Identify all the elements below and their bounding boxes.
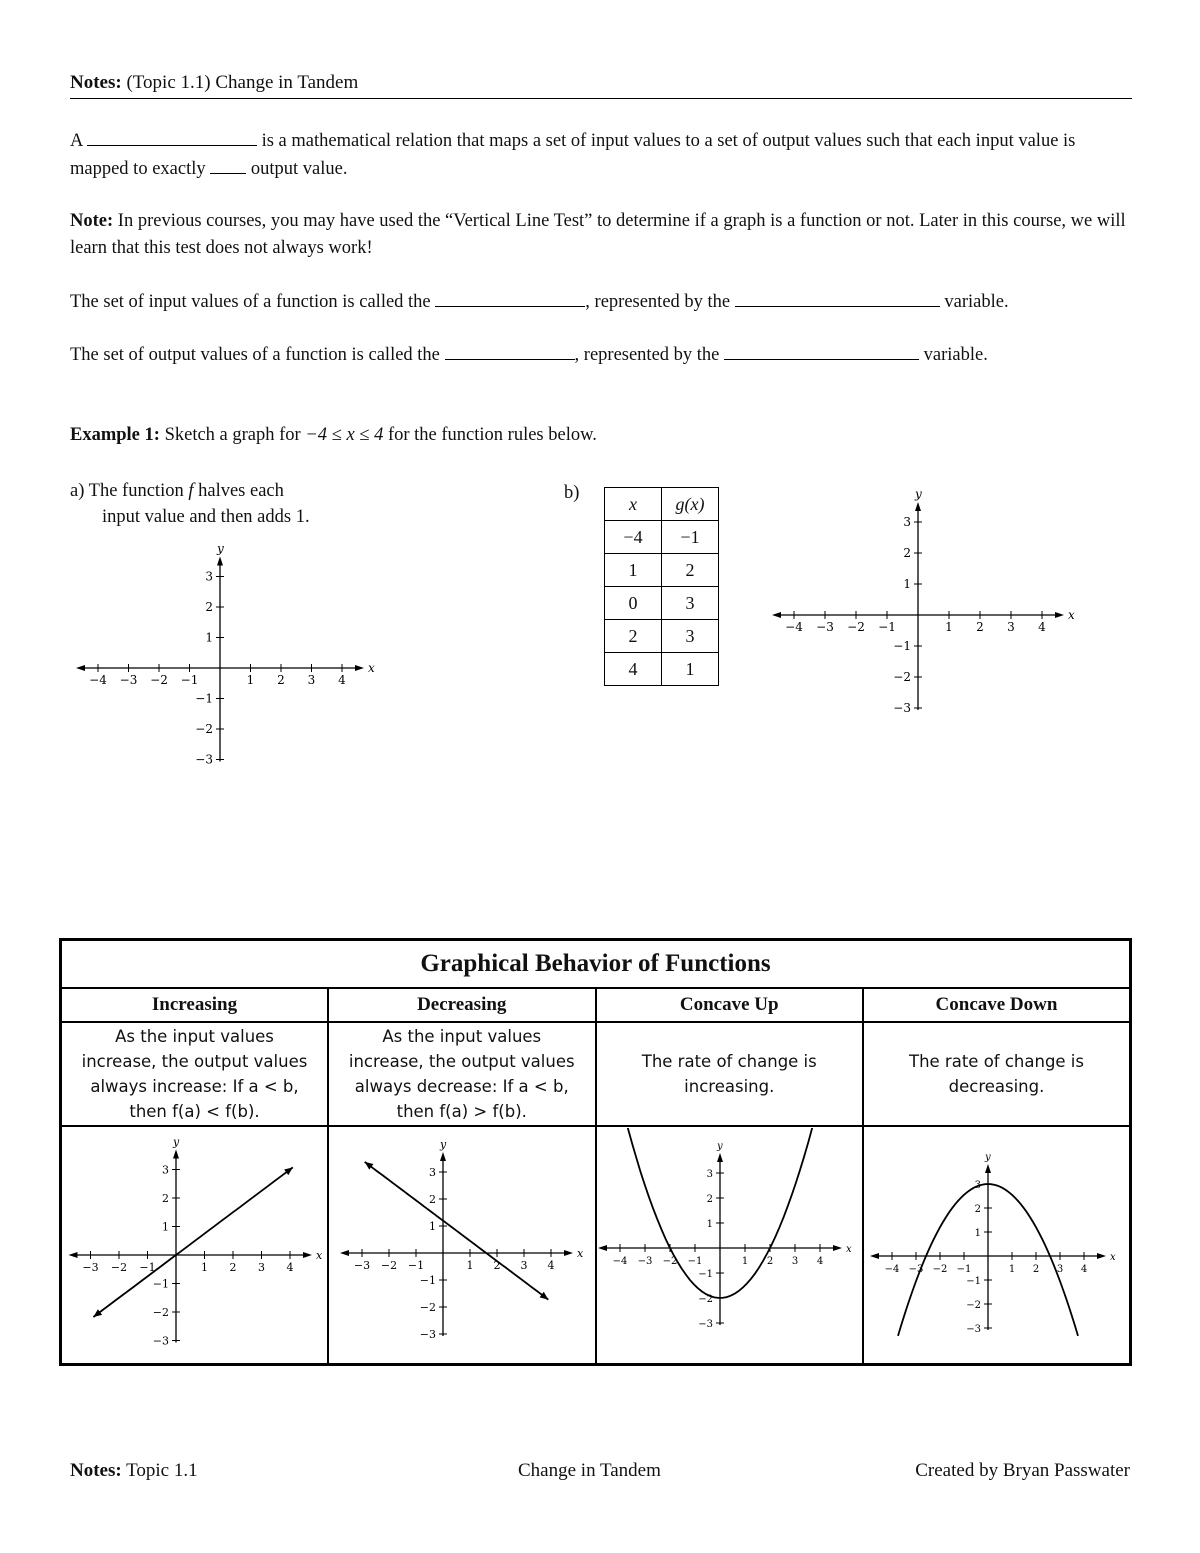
y-tick-label: 3	[161, 1163, 169, 1176]
decreasing-line	[364, 1161, 548, 1299]
y-tick-label: 1	[903, 577, 911, 591]
desc-line: The rate of change is	[909, 1052, 1084, 1071]
y-tick-label: 1	[974, 1227, 981, 1239]
x-tick-label: −1	[138, 1260, 156, 1274]
y-tick-label: −1	[698, 1268, 714, 1280]
y-tick-label: −2	[965, 1299, 981, 1311]
behavior-table-title: Graphical Behavior of Functions	[61, 940, 1131, 989]
footer-right: Created by Bryan Passwater	[915, 1460, 1130, 1481]
page-title: (Topic 1.1) Change in Tandem	[126, 72, 359, 93]
x-tick-label: 2	[1032, 1263, 1039, 1275]
table-row	[605, 554, 719, 587]
x-tick-label: 2	[976, 620, 984, 634]
concave-up-curve	[600, 1128, 845, 1298]
x-axis-label: x	[368, 661, 375, 675]
range-line	[70, 341, 1132, 369]
x-axis-arrow	[355, 665, 364, 671]
part-a-line1: The function	[88, 481, 184, 501]
part-a-label: a)	[70, 481, 85, 501]
x-tick-label: −2	[110, 1260, 127, 1274]
y-tick-label: −3	[698, 1318, 714, 1330]
definition-text-2: is a mathematical relation that maps a set of input values to a set of output values such that each input value is mapped to exactly	[70, 131, 1076, 179]
x-axis-arrow	[598, 1245, 607, 1251]
y-tick-label: −3	[195, 752, 213, 767]
y-tick-label: −2	[195, 722, 213, 736]
y-tick-label: 3	[428, 1165, 436, 1179]
y-tick-label: −3	[893, 701, 911, 714]
y-tick-label: −1	[195, 691, 213, 706]
domain-blank	[435, 288, 585, 307]
desc-line: then f(a) < f(b).	[129, 1102, 260, 1121]
x-tick-label: 4	[1080, 1263, 1087, 1275]
table-cell: 3	[662, 620, 719, 653]
x-tick-label: 4	[817, 1255, 824, 1267]
x-tick-label: 2	[229, 1260, 236, 1274]
range-text-3: variable.	[923, 345, 988, 365]
x-axis-label: x	[315, 1248, 322, 1262]
definition-text-3: output value.	[250, 159, 348, 179]
y-tick-label: −1	[152, 1277, 169, 1290]
y-axis-label: y	[172, 1135, 179, 1148]
output-variable-blank	[724, 341, 919, 360]
desc-concave-up	[596, 1022, 864, 1126]
example-label: Example 1:	[70, 425, 160, 445]
table-row	[605, 620, 719, 653]
y-tick-label: 3	[205, 569, 213, 584]
desc-line: As the input values	[382, 1027, 542, 1046]
x-tick-label: −4	[612, 1255, 628, 1267]
x-tick-label: −1	[687, 1255, 703, 1267]
heading-decreasing: Decreasing	[328, 988, 596, 1022]
y-tick-label: 1	[428, 1219, 436, 1233]
table-header-row	[605, 488, 719, 521]
table-row	[605, 587, 719, 620]
x-tick-label: 1	[466, 1258, 474, 1272]
table-cell: 2	[605, 620, 662, 653]
example-heading	[70, 422, 1132, 449]
note-label: Note:	[70, 211, 114, 231]
x-tick-label: −4	[785, 620, 803, 634]
desc-increasing	[61, 1022, 329, 1126]
y-tick-label: −1	[893, 639, 911, 653]
y-axis-arrow	[440, 1152, 446, 1161]
increasing-graph	[64, 1128, 326, 1358]
y-axis-arrow	[217, 557, 223, 566]
input-variable-blank	[735, 288, 940, 307]
heading-concave-up: Concave Up	[596, 988, 864, 1022]
x-tick-label: −4	[884, 1263, 899, 1275]
desc-line: increase, the output values	[81, 1052, 308, 1071]
concave-down-graph	[866, 1128, 1128, 1358]
y-tick-label: 2	[974, 1203, 981, 1215]
x-tick-label: 2	[277, 673, 285, 687]
example-text-2: for the function rules below.	[387, 425, 597, 445]
x-axis-arrow	[303, 1252, 312, 1258]
y-tick-label: 2	[903, 546, 911, 560]
notes-label: Notes:	[70, 72, 122, 93]
y-axis-label: y	[439, 1137, 446, 1151]
x-tick-label: −2	[662, 1255, 678, 1267]
x-tick-label: −2	[932, 1263, 947, 1275]
x-tick-label: 3	[307, 673, 316, 687]
y-tick-label: 2	[161, 1191, 169, 1205]
y-tick-label: −2	[152, 1305, 169, 1319]
example-b-axes	[770, 484, 1090, 714]
values-table	[604, 487, 719, 686]
graph-cell-concave-up	[596, 1126, 864, 1365]
x-axis-arrow	[564, 1250, 573, 1256]
desc-line: increasing.	[684, 1077, 775, 1096]
table-cell: 1	[662, 653, 719, 686]
desc-line: As the input values	[115, 1027, 274, 1046]
range-text-2: , represented by the	[574, 345, 720, 365]
table-cell: 1	[605, 554, 662, 587]
x-tick-label: 2	[767, 1255, 774, 1267]
x-axis-arrow	[1097, 1253, 1106, 1259]
heading-concave-down: Concave Down	[863, 988, 1131, 1022]
x-tick-label: −2	[380, 1258, 397, 1272]
y-tick-label: −2	[893, 670, 911, 684]
example-a-axes	[70, 535, 390, 770]
x-tick-label: 4	[338, 673, 346, 687]
note-text: In previous courses, you may have used the “Vertical Line Test” to determine if a graph is a function or not. Later in this course, we will learn that this test does not always work!	[70, 211, 1126, 258]
y-axis-label: y	[984, 1151, 991, 1163]
y-tick-label: −3	[965, 1323, 981, 1335]
y-axis-label: y	[915, 487, 922, 501]
part-a-line1b: halves each	[198, 481, 284, 501]
table-header-x: x	[605, 488, 662, 521]
table-cell: 2	[662, 554, 719, 587]
table-cell: −4	[605, 521, 662, 554]
desc-line: always increase: If a < b,	[90, 1077, 299, 1096]
x-tick-label: 1	[246, 673, 255, 687]
graph-cell-increasing	[61, 1126, 329, 1365]
x-tick-label: 3	[792, 1255, 799, 1267]
x-tick-label: −3	[816, 620, 834, 634]
example-inequality: −4 ≤ x ≤ 4	[305, 425, 384, 445]
table-row	[605, 653, 719, 686]
y-axis-arrow	[173, 1149, 179, 1158]
desc-line: always decrease: If a < b,	[354, 1077, 569, 1096]
x-axis-label: x	[846, 1243, 852, 1255]
y-tick-label: −2	[419, 1300, 436, 1314]
x-tick-label: 1	[1008, 1263, 1015, 1275]
table-cell: 0	[605, 587, 662, 620]
x-axis-arrow	[833, 1245, 842, 1251]
table-cell: −1	[662, 521, 719, 554]
increasing-line	[93, 1167, 292, 1317]
page-header	[70, 72, 1132, 99]
x-tick-label: 3	[1056, 1263, 1063, 1275]
part-a-var: f	[188, 481, 194, 501]
footer-left	[70, 1460, 198, 1482]
y-tick-label: 2	[428, 1192, 436, 1206]
x-tick-label: 4	[547, 1258, 555, 1272]
decreasing-graph	[331, 1128, 593, 1358]
concave-up-graph	[598, 1128, 860, 1358]
y-tick-label: 2	[205, 600, 213, 614]
y-axis-label: y	[717, 1140, 723, 1152]
domain-text-3: variable.	[944, 292, 1009, 312]
y-axis-arrow	[915, 502, 921, 511]
x-tick-label: 1	[742, 1255, 749, 1267]
y-tick-label: 3	[903, 515, 911, 529]
table-cell: 3	[662, 587, 719, 620]
desc-line: then f(a) > f(b).	[396, 1102, 527, 1121]
x-tick-label: −1	[180, 673, 199, 687]
desc-line: decreasing.	[948, 1077, 1045, 1096]
x-axis-arrow	[772, 612, 781, 618]
y-tick-label: −1	[419, 1273, 436, 1287]
y-tick-label: −2	[698, 1293, 714, 1305]
domain-text-1: The set of input values of a function is called the	[70, 292, 431, 312]
y-tick-label: −1	[965, 1275, 981, 1287]
y-axis-arrow	[717, 1153, 723, 1162]
desc-concave-down	[863, 1022, 1131, 1126]
part-a-text	[70, 478, 390, 530]
footer-center: Change in Tandem	[518, 1460, 661, 1481]
y-tick-label: 2	[706, 1193, 714, 1205]
table-header-gx: g(x)	[662, 488, 719, 521]
x-axis-arrow	[76, 665, 85, 671]
x-tick-label: −1	[878, 620, 896, 634]
x-tick-label: 3	[257, 1260, 265, 1274]
x-tick-label: −3	[119, 673, 138, 687]
table-row	[605, 521, 719, 554]
part-b-label: b)	[564, 483, 580, 503]
domain-text-2: , represented by the	[585, 292, 731, 312]
exactly-blank	[210, 155, 246, 174]
x-tick-label: 3	[1007, 620, 1015, 634]
x-tick-label: −2	[150, 673, 168, 687]
x-tick-label: −2	[847, 620, 865, 634]
x-tick-label: 1	[200, 1260, 208, 1274]
y-tick-label: −3	[152, 1334, 169, 1347]
heading-increasing: Increasing	[61, 988, 329, 1022]
y-tick-label: 1	[161, 1220, 169, 1233]
x-axis-label: x	[1109, 1251, 1116, 1263]
x-tick-label: −1	[956, 1263, 971, 1275]
x-tick-label: −4	[89, 673, 107, 687]
range-blank	[445, 341, 575, 360]
definition-paragraph	[70, 127, 1132, 183]
x-axis-arrow	[68, 1252, 77, 1258]
y-axis-label: y	[217, 541, 224, 556]
x-axis-arrow	[870, 1253, 879, 1259]
graph-cell-decreasing	[328, 1126, 596, 1365]
x-tick-label: −1	[407, 1258, 424, 1272]
desc-decreasing	[328, 1022, 596, 1126]
y-axis-arrow	[985, 1164, 991, 1173]
behavior-table	[59, 938, 1132, 1366]
part-a-line2: input value and then adds 1.	[102, 507, 310, 527]
definition-text-1: A	[70, 131, 83, 151]
table-cell: 4	[605, 653, 662, 686]
footer-topic: Topic 1.1	[126, 1460, 198, 1481]
x-tick-label: −3	[353, 1258, 370, 1272]
domain-line	[70, 288, 1132, 316]
y-tick-label: 1	[205, 630, 213, 645]
y-tick-label: 3	[974, 1179, 981, 1191]
range-text-1: The set of output values of a function is called the	[70, 345, 440, 365]
x-axis-label: x	[576, 1246, 583, 1260]
x-tick-label: −3	[637, 1255, 653, 1267]
x-tick-label: 2	[493, 1258, 501, 1272]
footer-notes-label: Notes:	[70, 1460, 122, 1481]
x-tick-label: −3	[908, 1263, 923, 1275]
x-tick-label: 4	[1038, 620, 1046, 634]
y-tick-label: −3	[419, 1327, 436, 1341]
x-tick-label: 4	[286, 1260, 293, 1274]
x-tick-label: 1	[945, 620, 953, 634]
y-tick-label: 1	[706, 1218, 714, 1230]
desc-line: increase, the output values	[348, 1052, 575, 1071]
desc-line: The rate of change is	[641, 1052, 817, 1071]
x-axis-arrow	[340, 1250, 349, 1256]
y-tick-label: 3	[706, 1168, 714, 1180]
x-axis-label: x	[1068, 608, 1075, 622]
function-blank	[87, 127, 257, 146]
example-text-1: Sketch a graph for	[164, 425, 301, 445]
x-axis-arrow	[1055, 612, 1064, 618]
graph-cell-concave-down	[863, 1126, 1131, 1365]
note-paragraph	[70, 208, 1132, 262]
x-tick-label: −3	[81, 1260, 99, 1274]
x-tick-label: 3	[520, 1258, 528, 1272]
